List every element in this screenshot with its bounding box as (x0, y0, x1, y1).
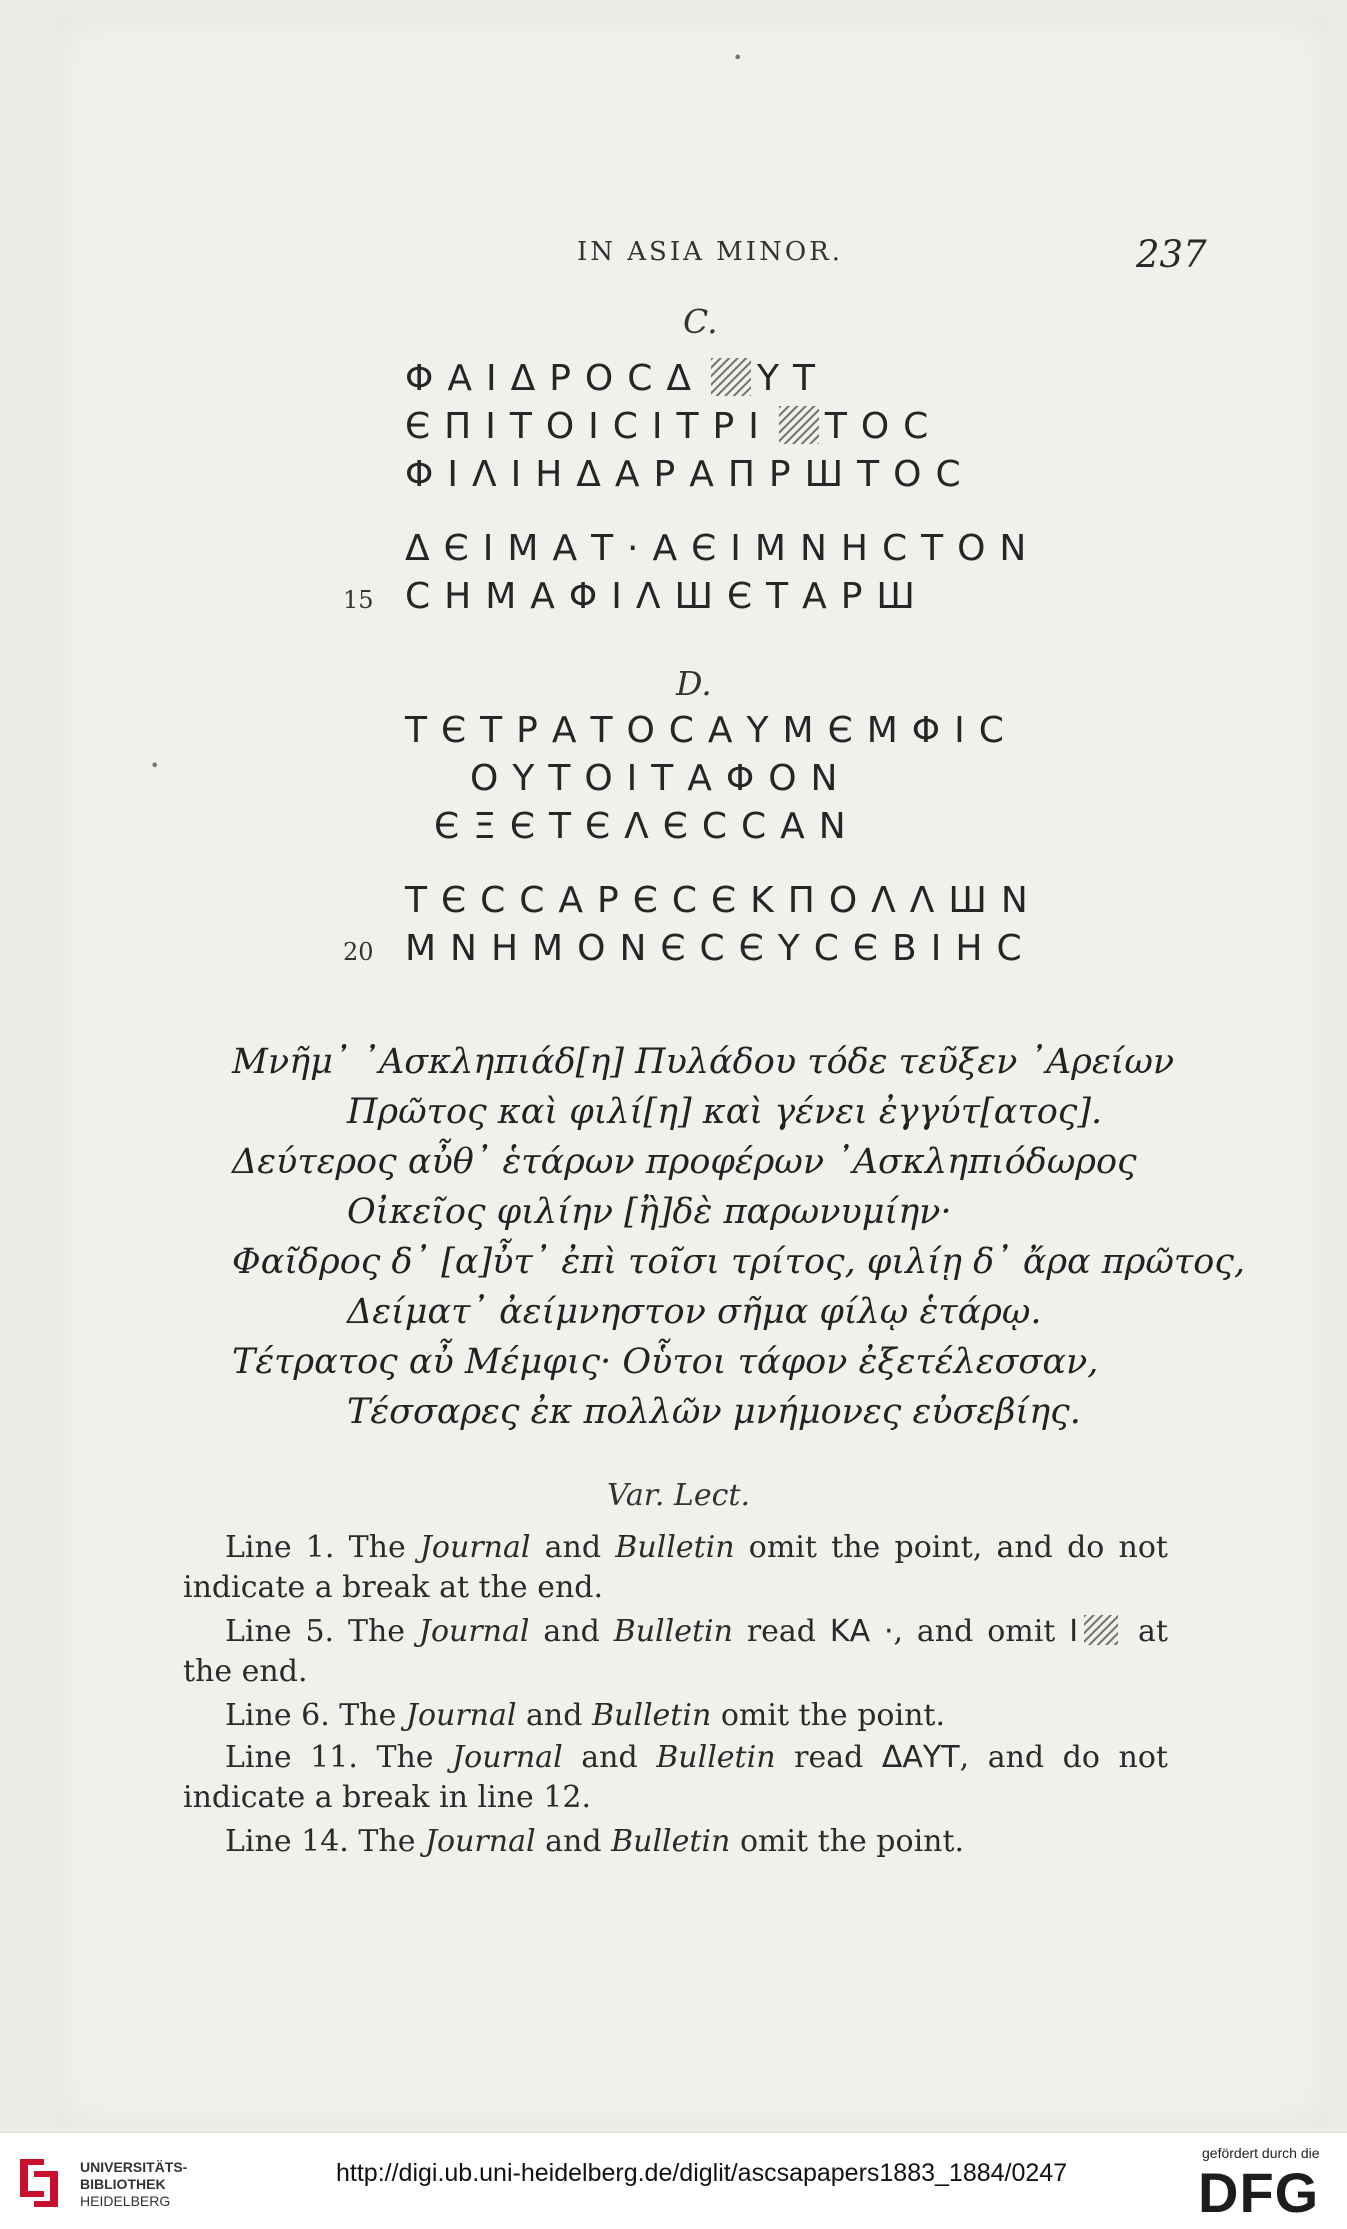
section-c-letter: C. (683, 302, 718, 341)
variant-readings-title: Var. Lect. (607, 1478, 750, 1513)
inscription-line (405, 454, 975, 495)
note-text: omit the point. (739, 1824, 965, 1859)
permalink-url[interactable]: http://digi.ub.uni-heidelberg.de/diglit/ascsapapers1883_1884/0247 (336, 2159, 1068, 2187)
journal-title: Journal (425, 1824, 536, 1859)
note-text: and (543, 1614, 600, 1649)
inscription-text: ΔЄΙΜΑΤ·ΑЄΙΜΝΗCΤΟΝ (405, 528, 1041, 569)
journal-title: Journal (419, 1530, 531, 1565)
greek-verse-line: Πρῶτος καὶ φιλί[η] καὶ γένει ἐγγύτ[ατος]. (347, 1092, 1103, 1132)
lacuna-hatch-icon (779, 406, 819, 444)
inscription-line (405, 528, 1040, 569)
lacuna-hatch-icon (1084, 1615, 1118, 1645)
note-text: and (544, 1530, 602, 1565)
bulletin-title: Bulletin (615, 1530, 735, 1565)
university-library-name (80, 2159, 187, 2210)
note-text: Line 6. The (225, 1698, 397, 1733)
note-text: and (526, 1698, 583, 1733)
inscription-line: ΜΝΗΜΟΝЄCЄΥCЄΒΙΗC (405, 928, 1036, 969)
note-text: read (794, 1740, 864, 1775)
note-text: , and omit (893, 1614, 1056, 1649)
inscription-text: ЄΠΙΤΟΙCΙΤΡΙ (405, 406, 773, 447)
inscription-line (405, 576, 929, 617)
note-text: at the end. (183, 1614, 1168, 1689)
note-text: and (581, 1740, 638, 1775)
note-text: and (545, 1824, 602, 1859)
dfg-logo[interactable]: DFG (1198, 2161, 1320, 2224)
page-number: 237 (1136, 233, 1207, 276)
inscription-line: ΤЄCCΑΡЄCЄΚΠΟΛΛШΝ (405, 880, 1042, 921)
journal-title: Journal (452, 1740, 563, 1775)
variant-note (183, 1822, 1168, 1862)
variant-note (183, 1528, 1168, 1608)
section-d-letter: D. (676, 664, 712, 703)
greek-verse-line: Μνῆμ᾽ ᾽Ασκληπιάδ[η] Πυλάδου τόδε τεῦξεν ᾽Αρείων (232, 1042, 1175, 1082)
inscription-text: CΗΜΑΦΙΛШЄΤΑΡШ (405, 576, 929, 617)
inscription-text: ΥΤ (757, 358, 829, 399)
variant-note (183, 1738, 1168, 1818)
inscription-line: ΟΥΤΟΙΤΑΦΟΝ (470, 758, 852, 799)
bulletin-title: Bulletin (613, 1614, 733, 1649)
inscription-text: ΦΙΛΙΗΔΑΡΑΠΡШΤΟC (405, 454, 975, 495)
greek-verse-line: Δείματ᾽ ἀείμνηστον σῆμα φίλῳ ἑτάρῳ. (347, 1292, 1042, 1332)
inscription-glyph: ΔΑΥΤ (881, 1740, 960, 1775)
inscription-text: ΦΑΙΔΡΟCΔ (405, 358, 706, 399)
bulletin-title: Bulletin (592, 1698, 712, 1733)
greek-verse-line: Οἰκεῖος φιλίην [ἢ]δὲ παρωνυμίην· (347, 1192, 952, 1232)
scan-speck: • (150, 756, 160, 775)
inscription-line: ΤЄΤΡΑΤΟCΑΥΜЄΜΦΙC (405, 710, 1018, 751)
lacuna-hatch-icon (711, 358, 751, 396)
greek-verse-line: Δεύτερος αὖθ᾽ ἑτάρων προφέρων ᾽Ασκληπιόδωρος (232, 1142, 1137, 1182)
inscription-line (405, 358, 829, 399)
note-text: Line 11. The (225, 1740, 434, 1775)
note-text: Line 1. The (225, 1530, 406, 1565)
note-text: omit the point. (720, 1698, 945, 1733)
variant-note (183, 1612, 1168, 1692)
note-text: Line 5. The (225, 1614, 406, 1649)
inscription-glyph: Ι (1069, 1614, 1079, 1649)
inscription-line: ЄΞЄΤЄΛЄCCΑΝ (434, 806, 860, 847)
note-text: , and do not indicate a break in line 12. (183, 1740, 1168, 1815)
variant-note (183, 1696, 1168, 1736)
greek-verse-line: Τέσσαρες ἐκ πολλῶν μνήμονες εὐσεβίης. (347, 1392, 1081, 1432)
inscription-line (405, 406, 942, 447)
greek-verse-line: Φαῖδρος δ᾽ [α]ὖτ᾽ ἐπὶ τοῖσι τρίτος, φιλίῃ δ᾽ ἄρα πρῶτος, (232, 1242, 1246, 1282)
note-text: read (746, 1614, 817, 1649)
scan-speck: • (733, 48, 743, 67)
line-number: 15 (343, 586, 374, 614)
journal-title: Journal (418, 1614, 530, 1649)
bulletin-title: Bulletin (611, 1824, 731, 1859)
library-name-line: BIBLIOTHEK (80, 2176, 166, 2192)
bulletin-title: Bulletin (656, 1740, 776, 1775)
running-head: IN ASIA MINOR. (577, 237, 843, 267)
library-name-line: HEIDELBERG (80, 2193, 171, 2209)
library-name-line: UNIVERSITÄTS- (80, 2159, 188, 2175)
journal-title: Journal (405, 1698, 517, 1733)
viewer-footer (0, 2132, 1347, 2229)
funding-caption: gefördert durch die (1202, 2145, 1320, 2161)
line-number: 20 (343, 938, 374, 966)
inscription-glyph: ΚΑ · (829, 1614, 894, 1649)
university-library-logo-icon[interactable] (14, 2151, 64, 2211)
note-text: Line 14. The (225, 1824, 416, 1859)
note-text: omit the point, and do not indicate a break at the end. (183, 1530, 1168, 1605)
inscription-text: ΤΟC (824, 406, 943, 447)
greek-verse-line: Τέτρατος αὖ Μέμφις· Οὗτοι τάφον ἐξετέλεσσαν, (232, 1342, 1099, 1382)
